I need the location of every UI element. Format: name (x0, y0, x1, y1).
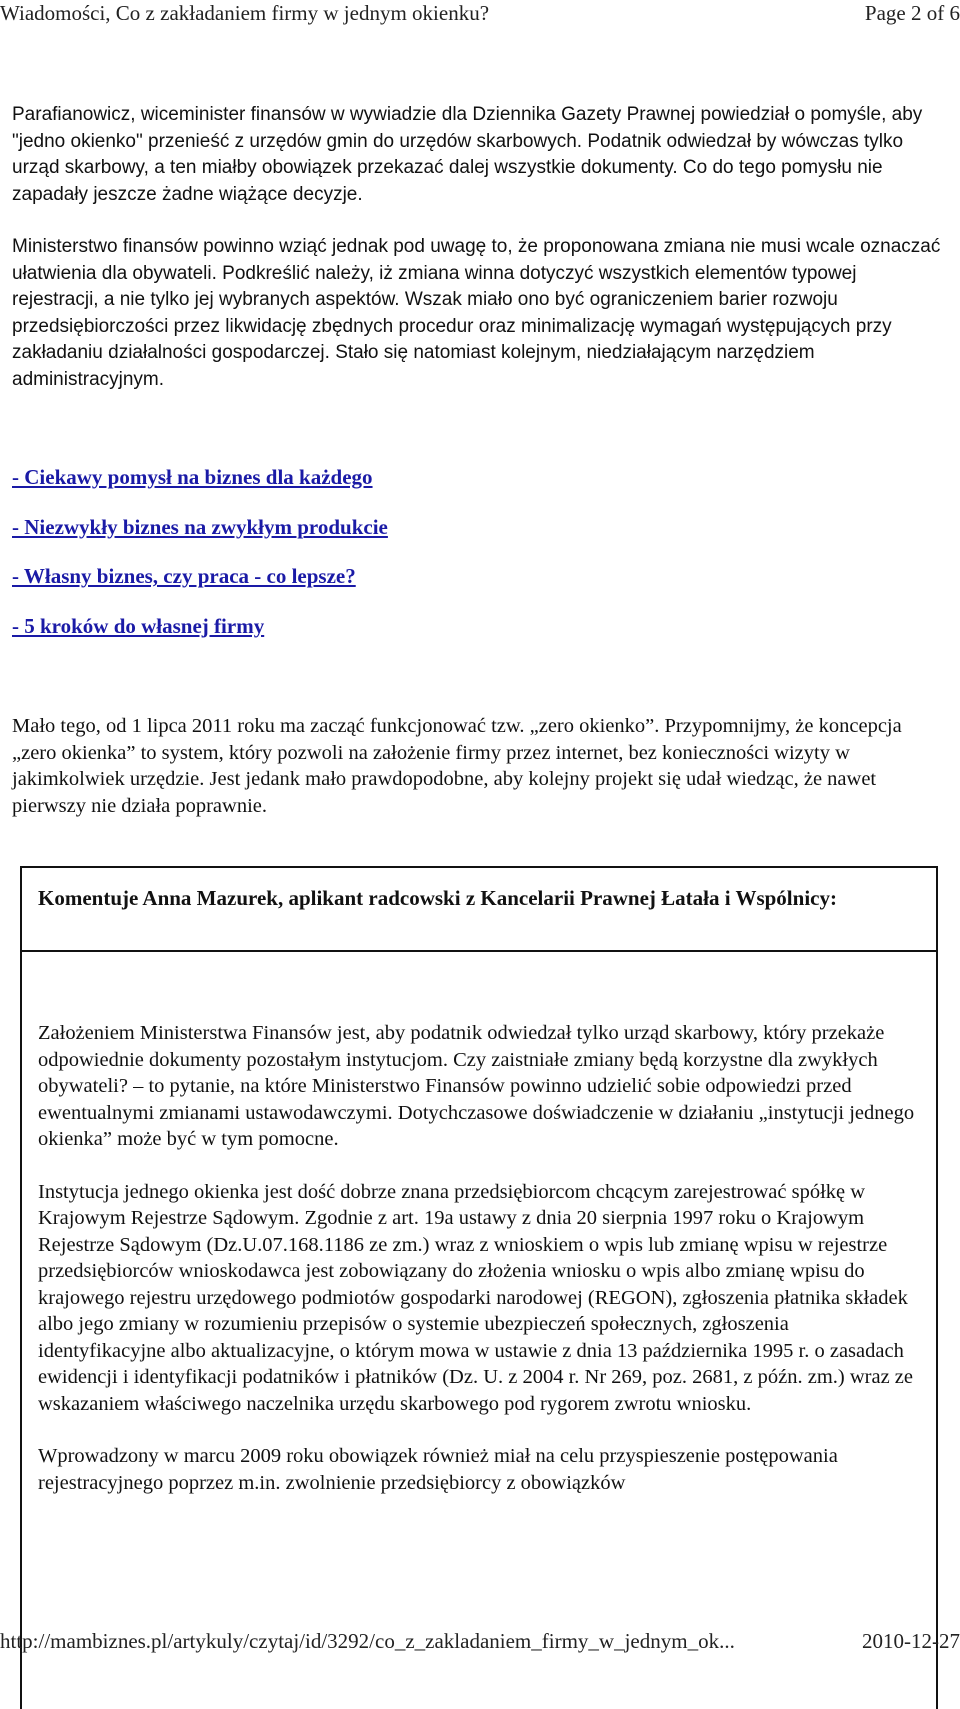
related-link-3[interactable]: - Własny biznes, czy praca - co lepsze? (12, 564, 356, 588)
article-paragraph-1: Parafianowicz, wiceminister finansów w wywiadzie dla Dziennika Gazety Prawnej powiedział o pomyśle, aby "jedno okienko" przenieść z urzędów gmin do urzędów skarbowych. Podatnik odwiedzał by wówczas tylko urząd skarbowy, a ten miałby obowiązek przekazać dalej wszystkie dokumenty. Co do tego pomysłu nie zapadały jeszcze żadne wiążące decyzje. (12, 104, 923, 205)
page-header-page-number: Page 2 of 6 (864, 1, 960, 25)
comment-paragraph-3: Wprowadzony w marcu 2009 roku obowiązek również miał na celu przyspieszenie postępowania rejestracyjnego poprzez m.in. zwolnienie przedsiębiorcy z obowiązków (38, 1445, 838, 1494)
article-paragraph-2: Ministerstwo finansów powinno wziąć jednak pod uwagę to, że proponowana zmiana nie musi wcale oznaczać ułatwienia dla obywateli. Podkreślić należy, iż zmiana winna dotyczyć wszystkich elementów typowej rejestracji, a nie tylko jej wybranych aspektów. Wszak miało ono być ograniczeniem barier rozwoju przedsiębiorczości przez likwidację zbędnych procedur oraz minimalizację wymagań występujących przy zakładaniu działalności gospodarczej. Stało się natomiast kolejnym, niedziałającym narzędziem administracyjnym. (12, 236, 941, 390)
page-footer-url: http://mambiznes.pl/artykuly/czytaj/id/3292/co_z_zakladaniem_firmy_w_jednym_ok... (0, 1629, 735, 1653)
page-footer-date: 2010-12-27 (862, 1629, 960, 1653)
list-item (12, 464, 388, 514)
comment-paragraph-1: Założeniem Ministerstwa Finansów jest, aby podatnik odwiedzał tylko urząd skarbowy, który przekaże odpowiednie dokumenty pozostałym instytucjom. Czy zaistniałe zmiany będą korzystne dla zwykłych obywateli? – to pytanie, na które Ministerstwo Finansów powinno udzielić sobie odpowiedzi przed ewentualnymi zmianami ustawodawczymi. Dotychczasowe doświadczenie w działaniu „instytucji jednego okienka” może być w tym pomocne. (38, 1022, 915, 1150)
list-item (12, 613, 388, 663)
related-link-1[interactable]: - Ciekawy pomysł na biznes dla każdego (12, 465, 373, 489)
list-item (12, 563, 388, 613)
related-links-list (12, 464, 388, 662)
related-link-4[interactable]: - 5 kroków do własnej firmy (12, 613, 265, 638)
comment-box-heading: Komentuje Anna Mazurek, aplikant radcowski z Kancelarii Prawnej Łatała i Wspólnicy: (22, 868, 936, 952)
related-link-2[interactable]: - Niezwykły biznes na zwykłym produkcie (12, 514, 388, 539)
comment-box-body (22, 1020, 936, 1496)
comment-box (20, 866, 938, 1709)
list-item (12, 514, 388, 564)
article-paragraph-3: Mało tego, od 1 lipca 2011 roku ma zacząć funkcjonować tzw. „zero okienko”. Przypomnijmy, że koncepcja „zero okienka” to system, który pozwoli na założenie firmy przez internet, bez konieczności wizyty w jakimkolwiek urzędzie. Jest jedank mało prawdopodobne, aby kolejny projekt się udał wiedząc, że nawet pierwszy nie działa poprawnie. (12, 715, 902, 817)
page-header-title: Wiadomości, Co z zakładaniem firmy w jednym okienku? (0, 1, 490, 25)
comment-paragraph-2: Instytucja jednego okienka jest dość dobrze znana przedsiębiorcom chcącym zarejestrować spółkę w Krajowym Rejestrze Sądowym. Zgodnie z art. 19a ustawy z dnia 20 sierpnia 1997 roku o Krajowym Rejestrze Sądowym (Dz.U.07.168.1186 ze zm.) wraz z wnioskiem o wpis lub zmianę wpisu w rejestrze przedsiębiorców wnioskodawca jest zobowiązany do złożenia wniosku o wpis albo zmianę wpisu do krajowego rejestru urzędowego podmiotów gospodarki narodowej (REGON), zgłoszenia płatnika składek albo jego zmiany w rozumieniu przepisów o systemie ubezpieczeń społecznych, zgłoszenia identyfikacyjne albo aktualizacyjne, o którym mowa w ustawie z dnia 13 października 1995 r. o zasadach ewidencji i identyfikacji podatników i płatników (Dz. U. z 2004 r. Nr 269, poz. 2681, z późn. zm.) wraz ze wskazaniem właściwego naczelnika urzędu skarbowego pod rygorem zwrotu wniosku. (38, 1180, 913, 1415)
